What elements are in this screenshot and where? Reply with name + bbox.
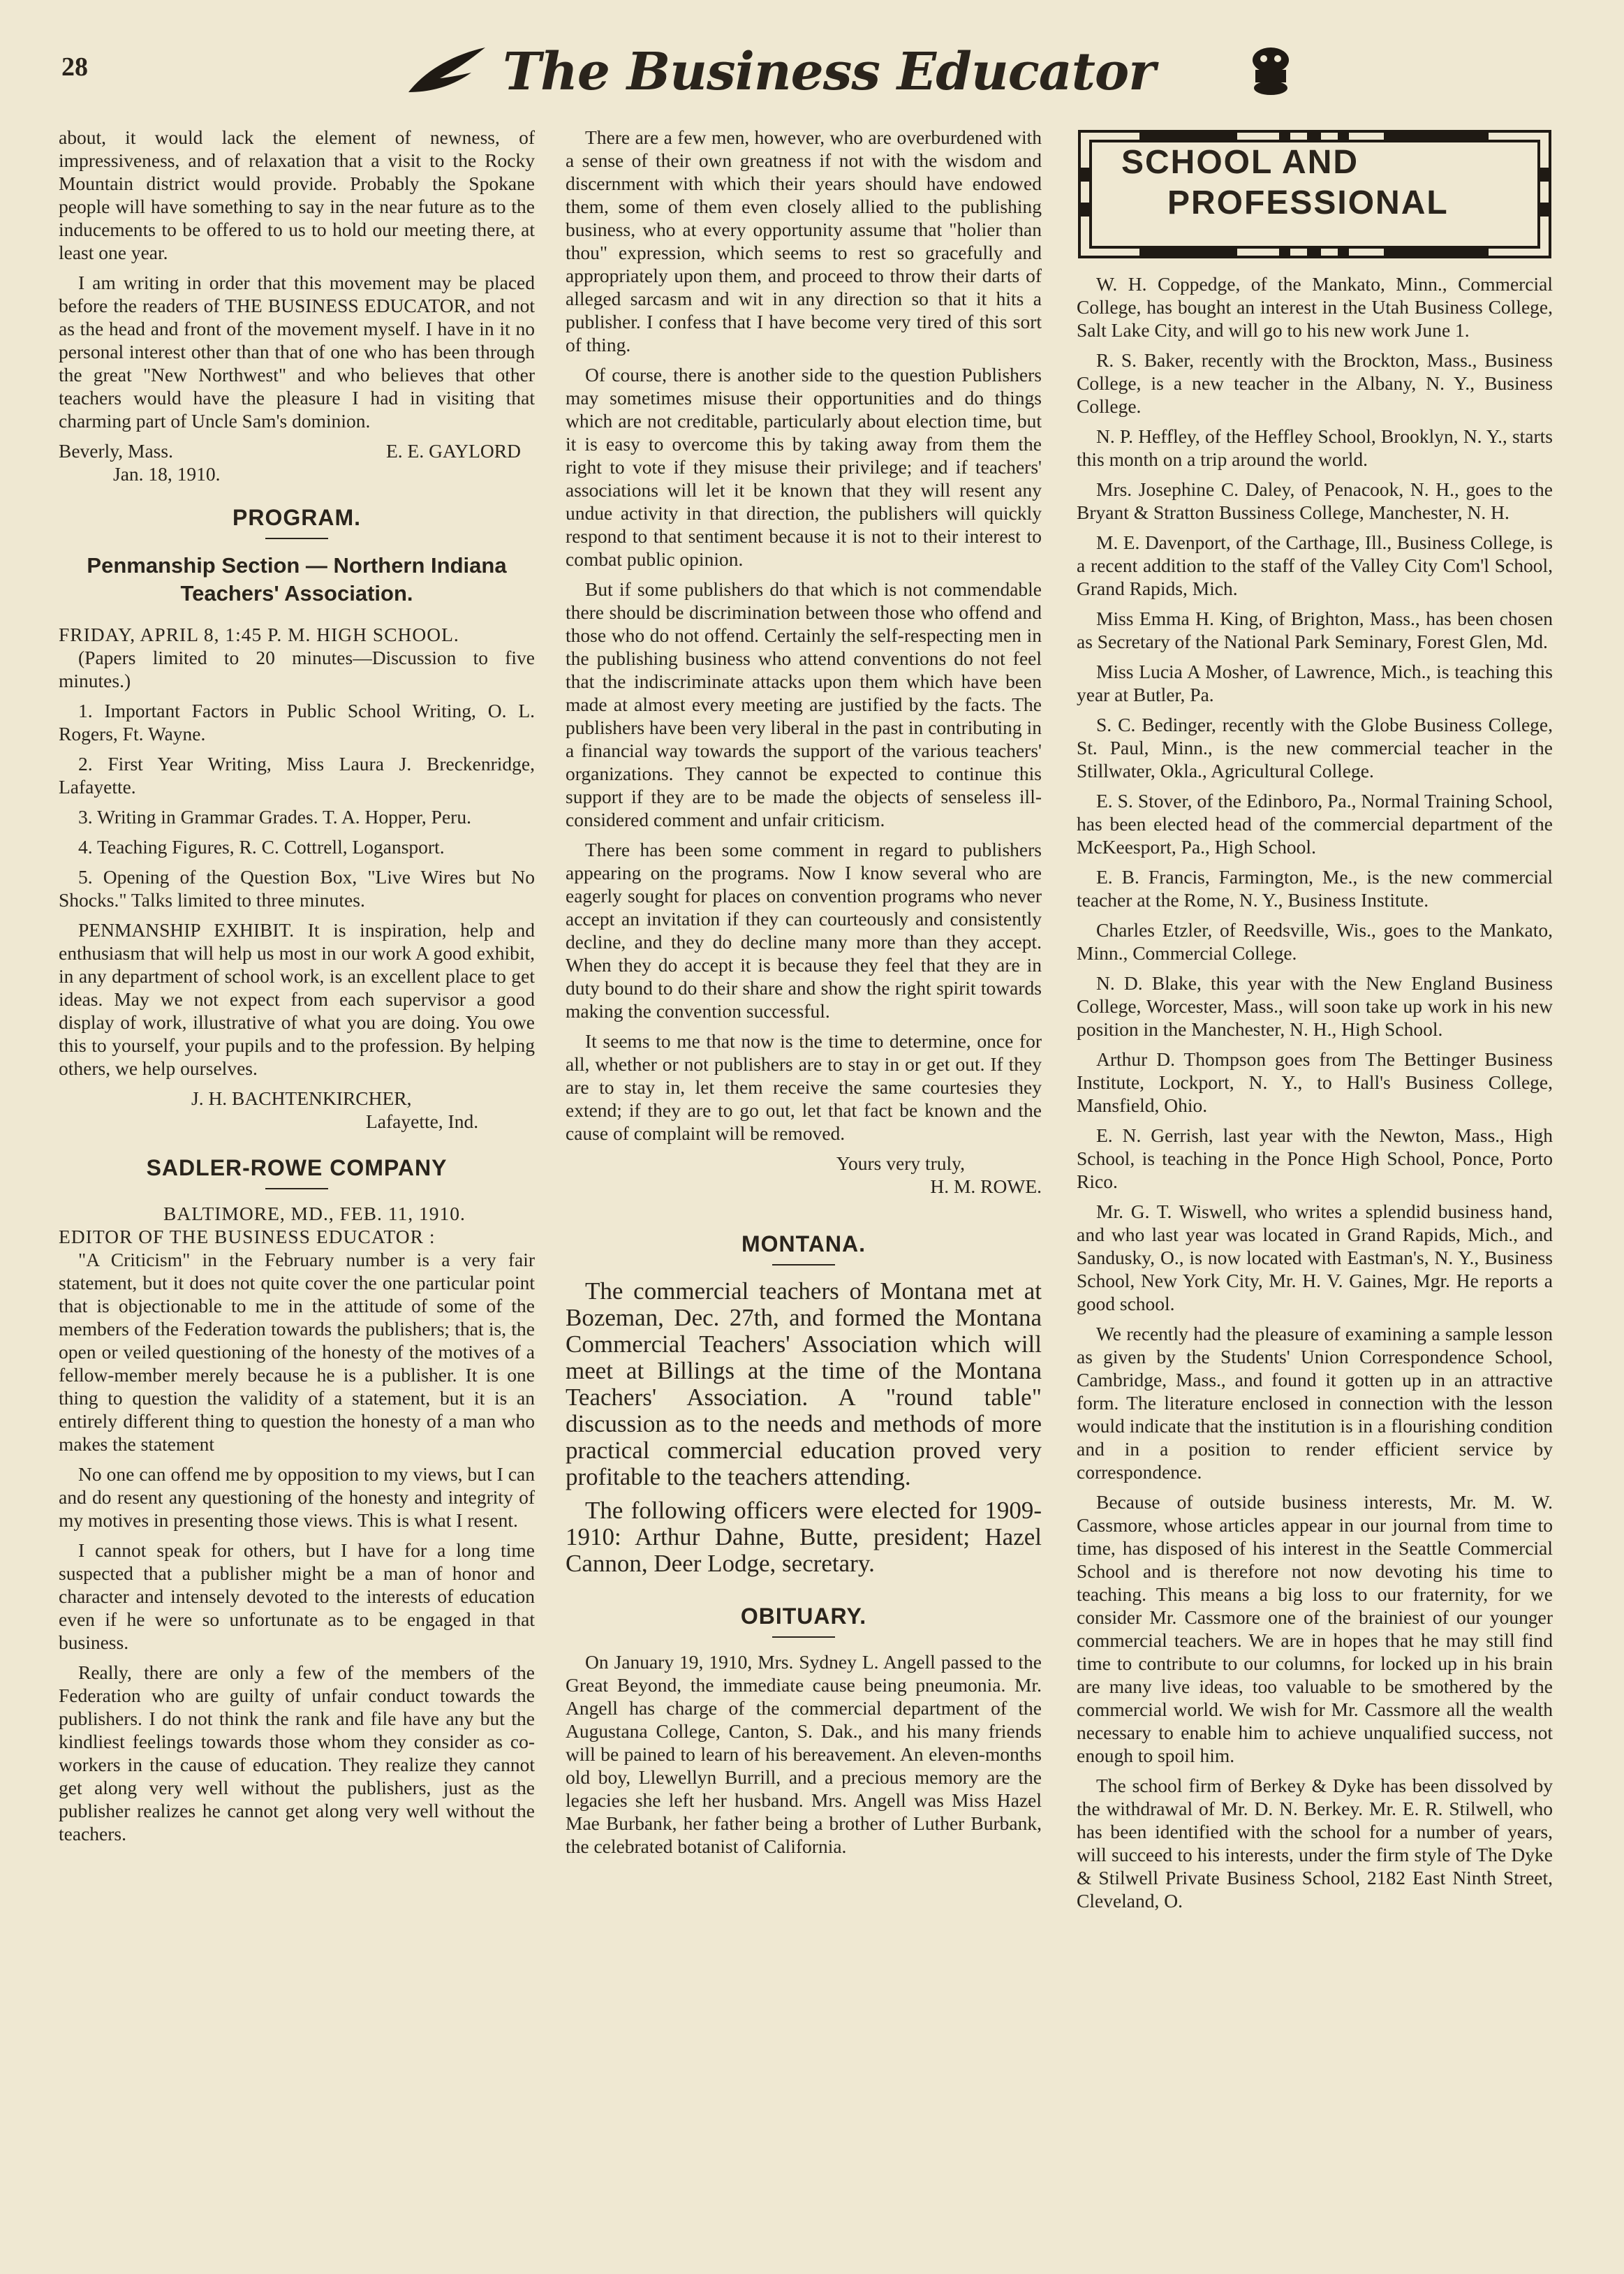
program-date: FRIDAY, APRIL 8, 1:45 P. M. HIGH SCHOOL. — [59, 624, 459, 645]
paragraph: I am writing in order that this movement may be placed before the readers of THE BUSINESS EDUCATOR, and not as the head and front of the movement myself. I have in it no personal interest other than that of one who has been through the great "New Northwest" and who believes that other teachers would have the pleasure I had in visiting that charming part of Uncle Sam's dominion. — [59, 272, 535, 432]
emblem-icon — [1243, 42, 1299, 98]
paragraph: Of course, there is another side to the question Publishers may sometimes misuse their opportunities and do things which are not creditable, particularly about election time, but it is easy to overcome this by taking away from them the right to vote if they misuse their privilege; and if teachers' associations will let it be known that they will resent any undue activity in that direction, the publishers will quickly respond to that sentiment because it is not to their interest to combat public opinion. — [566, 364, 1042, 570]
news-item: N. D. Blake, this year with the New England Business College, Worcester, Mass., will soon take up work in his new position in the Manchester, N. H., High School. — [1077, 972, 1553, 1040]
signature-name: E. E. GAYLORD — [385, 440, 521, 462]
paragraph: (Papers limited to 20 minutes—Discussion to five minutes.) — [59, 647, 535, 691]
paragraph: But if some publishers do that which is not commendable there should be discrimination between those who offend and those who do not offend. Certainly the self-respecting men in the publishing business who attend conventions do not feel that the indiscriminate attacks upon them which have been made at almost every meeting are justified by the facts. The publishers have been very liberal in the past in contributing in a financial way towards the support of the various teachers' organizations. They cannot be expected to continue this support if they are to be made the objects of senseless ill-considered comment and unfair criticism. — [566, 578, 1042, 830]
paragraph: PENMANSHIP EXHIBIT. It is inspiration, help and enthusiasm that will help us most in our work A good exhibit, in any department of school work, is an excellent place to get ideas. May we not expect from each supervisor a good display of work, illustrative of what you are doing. You owe this to yourself, your pupils and to the profession. By helping others, we help ourselves. — [59, 919, 535, 1079]
news-item: The school firm of Berkey & Dyke has been dissolved by the withdrawal of Mr. D. N. Berkey. Mr. E. R. Stilwell, who has been identified with the school for a number of years, will succeed to his interests, under the firm style of The Dyke & Stilwell Private Business School, 2182 East Ninth Street, Cleveland, O. — [1077, 1775, 1553, 1912]
letter-salutation: EDITOR OF THE BUSINESS EDUCATOR : — [59, 1226, 436, 1247]
paragraph: Really, there are only a few of the members of the Federation who are guilty of unfair conduct towards the publishers. I do not think the rank and file have any but the kindliest feelings towards those whom they consider as co-workers in the cause of education. They realize they cannot get along very well without the publishers, just as the publisher realizes he cannot get along very well without the teachers. — [59, 1662, 535, 1844]
news-item: M. E. Davenport, of the Carthage, Ill., Business College, is a recent addition to the staff of the Valley City Com'l School, Grand Rapids, Mich. — [1077, 531, 1553, 599]
news-item: E. N. Gerrish, last year with the Newton, Mass., High School, is teaching in the Ponce High School, Ponce, Porto Rico. — [1077, 1124, 1553, 1192]
quill-icon — [405, 42, 489, 98]
column-middle — [566, 126, 1042, 1865]
signature-name: H. M. ROWE. — [930, 1175, 1042, 1197]
news-item: E. B. Francis, Farmington, Me., is the new commercial teacher at the Rome, N. Y., Business Institute. — [1077, 866, 1553, 911]
paragraph: The following officers were elected for 1909-1910: Arthur Dahne, Butte, president; Hazel Cannon, Deer Lodge, secretary. — [566, 1497, 1042, 1577]
program-item: 3. Writing in Grammar Grades. T. A. Hopper, Peru. — [78, 806, 471, 828]
news-item: Mrs. Josephine C. Daley, of Penacook, N. H., goes to the Bryant & Stratton Bussiness College, Manchester, N. H. — [1077, 478, 1553, 523]
signature-name: J. H. BACHTENKIRCHER, — [191, 1087, 412, 1109]
news-item: R. S. Baker, recently with the Brockton, Mass., Business College, is a new teacher in the Albany, N. Y., Business College. — [1077, 349, 1553, 417]
divider — [772, 1636, 835, 1638]
news-item: W. H. Coppedge, of the Mankato, Minn., Commercial College, has bought an interest in the Utah Business College, Salt Lake City, and will go to his new work June 1. — [1077, 273, 1553, 341]
news-item: We recently had the pleasure of examining a sample lesson as given by the Students' Union Correspondence School, Cambridge, Mass., and found it gotten up in an attractive form. The literature enclosed in connection with the lesson would indicate that the institution is in a flourishing condition and in a position to render efficient service by correspondence. — [1077, 1323, 1553, 1483]
signature-place: Lafayette, Ind. — [366, 1110, 479, 1132]
column-left — [59, 126, 535, 1852]
signature-line — [59, 439, 535, 462]
section-title-box — [1077, 126, 1553, 263]
divider — [265, 1188, 328, 1189]
column-right — [1077, 126, 1553, 1919]
news-item: Charles Etzler, of Reedsville, Wis., goes to the Mankato, Minn., Commercial College. — [1077, 919, 1553, 964]
paragraph: On January 19, 1910, Mrs. Sydney L. Angell passed to the Great Beyond, the immediate cause being pneumonia. Mr. Angell has charge of the commercial department of the Augustana College, Canton, S. Dak., and his many friends will be pained to learn of his bereavement. An eleven-months old boy, Llewellyn Burrill, and a precious memory are the legacies she left her husband. Mrs. Angell was Miss Hazel Mae Burbank, her father being a brother of Luther Burbank, the celebrated botanist of California. — [566, 1651, 1042, 1857]
box-title-line2: PROFESSIONAL — [1167, 184, 1449, 221]
news-item: Arthur D. Thompson goes from The Bettinger Business Institute, Lockport, N. Y., to Hall's Business College, Mansfield, Ohio. — [1077, 1048, 1553, 1116]
program-heading: PROGRAM. — [232, 505, 361, 530]
program-item: 5. Opening of the Question Box, "Live Wires but No Shocks." Talks limited to three minutes. — [59, 866, 535, 911]
news-item: N. P. Heffley, of the Heffley School, Brooklyn, N. Y., starts this month on a trip around the world. — [1077, 425, 1553, 470]
news-item: Miss Lucia A Mosher, of Lawrence, Mich., is teaching this year at Butler, Pa. — [1077, 661, 1553, 705]
paragraph: The commercial teachers of Montana met at Bozeman, Dec. 27th, and formed the Montana Commercial Teachers' Association which will meet at Billings at the time of the Montana Teachers' Association. A "round table" discussion as to the needs and methods of more practical commercial education proved very profitable to the teachers attending. — [566, 1277, 1042, 1490]
signature-place: Beverly, Mass. — [59, 440, 173, 462]
masthead-title: The Business Educator — [503, 42, 1156, 102]
letter-closing: Yours very truly, — [836, 1152, 965, 1174]
divider — [265, 538, 328, 539]
news-item: Because of outside business interests, Mr. M. W. Cassmore, whose articles appear in our journal from time to time, has disposed of his interest in the Seattle Commercial School and is therefore not now devoting his time to teaching. This means a big loss to our fraternity, for we consider Mr. Cassmore one of the brainiest of our younger commercial teachers. We are in hopes that he may still find time to contribute to our columns, for locked up in his brain are many live ideas, too valuable to be smothered by the commercial world. We wish for Mr. Cassmore all the wealth necessary to enable him to achieve unqualified success, not enough to spoil him. — [1077, 1491, 1553, 1766]
news-item: E. S. Stover, of the Edinboro, Pa., Normal Training School, has been elected head of the commercial department of the McKeesport, Pa., High School. — [1077, 790, 1553, 858]
signature-date: Jan. 18, 1910. — [113, 463, 221, 485]
program-item: 1. Important Factors in Public School Writing, O. L. Rogers, Ft. Wayne. — [59, 700, 535, 744]
divider — [772, 1264, 835, 1266]
montana-heading: MONTANA. — [741, 1231, 866, 1256]
page-header — [56, 42, 1571, 102]
letter-date: BALTIMORE, MD., FEB. 11, 1910. — [163, 1203, 466, 1224]
program-subheading: Penmanship Section — Northern Indiana Teachers' Association. — [87, 553, 507, 606]
paragraph: There has been some comment in regard to publishers appearing on the programs. Now I know several who are eagerly sought for places on convention programs who never accept an invitation if they can courteously and consistently decline, and they do decline many more than they accept. When they do accept it is because they feel that they are in duty bound to do their share and show the right spirit towards making the convention successful. — [566, 839, 1042, 1022]
paragraph: I cannot speak for others, but I have for a long time suspected that a publisher might be a man of honor and character and intensely devoted to the interests of education even if he were so unfortunate as to be engaged in that business. — [59, 1539, 535, 1653]
news-item: Mr. G. T. Wiswell, who writes a splendid business hand, and who last year was located in Grand Rapids, Mich., and Sandusky, O., is now located with Eastman's, N. Y., Business School, New York City, Mr. H. V. Gaines, Mgr. He reports a good school. — [1077, 1201, 1553, 1314]
program-item: 4. Teaching Figures, R. C. Cottrell, Logansport. — [78, 836, 445, 858]
obituary-heading: OBITUARY. — [740, 1604, 867, 1629]
page-number: 28 — [61, 52, 88, 82]
paragraph: about, it would lack the element of newness, of impressiveness, and of relaxation that a visit to the Rocky Mountain district would provide. Probably the Spokane people will have something to say in the near future as to the inducements to be offered to us to hold our meeting there, at least one year. — [59, 126, 535, 263]
paragraph: No one can offend me by opposition to my views, but I can and do resent any questioning of the honesty and integrity of my motives in presenting those views. This is what I resent. — [59, 1463, 535, 1531]
sadler-heading: SADLER-ROWE COMPANY — [146, 1155, 448, 1180]
news-item: S. C. Bedinger, recently with the Globe Business College, St. Paul, Minn., is the new commercial teacher in the Stillwater, Okla., Agricultural College. — [1077, 714, 1553, 782]
program-item: 2. First Year Writing, Miss Laura J. Breckenridge, Lafayette. — [59, 753, 535, 798]
box-title-line1: SCHOOL AND — [1121, 144, 1359, 181]
paragraph: It seems to me that now is the time to determine, once for all, whether or not publishers are to stay in or get out. If they are to stay in, let them receive the same courtesies they extend; if they are to go out, let that fact be known and the cause of complaint will be removed. — [566, 1030, 1042, 1144]
paragraph: "A Criticism" in the February number is a very fair statement, but it does not quite cover the one particular point that is objectionable to me in the attitude of some of the members of the Federation towards the publishers; that is, the open or veiled questioning of the honesty of the motives of a fellow-member merely because he is a publisher. It is one thing to question the validity of a statement, but it is an entirely different thing to question the honesty of a man who makes the statement — [59, 1249, 535, 1455]
paragraph: There are a few men, however, who are overburdened with a sense of their own greatness if not with the wisdom and discernment with which their years should have endowed them, some of them even closely allied to the publishing business, who at every opportunity assume that "holier than thou" expression, which seems to rest so gracefully and appropriately upon them, and proceed to throw their darts of alleged sarcasm and wit in any direction so that it hits a publisher. I confess that I have become very tired of this sort of thing. — [566, 126, 1042, 355]
news-item: Miss Emma H. King, of Brighton, Mass., has been chosen as Secretary of the National Park Seminary, Forest Glen, Md. — [1077, 608, 1553, 652]
